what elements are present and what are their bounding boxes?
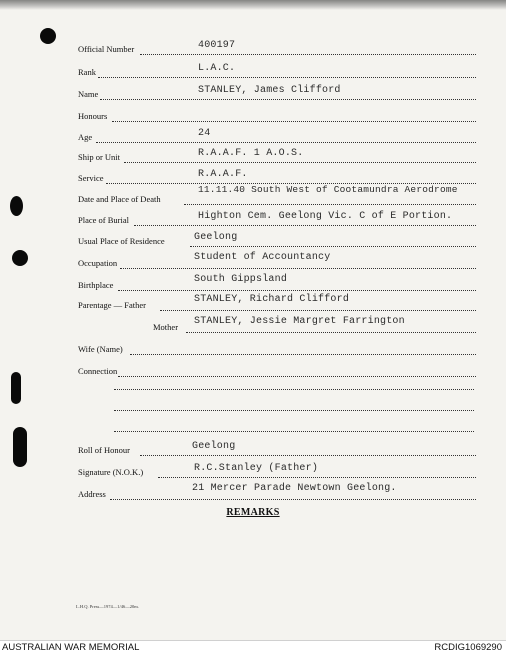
field-value: Highton Cem. Geelong Vic. C of E Portion. xyxy=(198,211,453,222)
field-value: STANLEY, James Clifford xyxy=(198,85,341,96)
scan-edge xyxy=(0,0,506,10)
remarks-heading: REMARKS xyxy=(226,507,280,518)
field-label: Name xyxy=(78,89,99,99)
field-label: Ship or Unit xyxy=(78,152,121,162)
field-roll-of-honour xyxy=(0,441,506,461)
field-label: Birthplace xyxy=(78,280,114,290)
field-value: 11.11.40 South West of Cootamundra Aerodrome xyxy=(198,184,458,195)
field-label: Occupation xyxy=(78,258,118,268)
field-line xyxy=(184,204,476,205)
field-value: Student of Accountancy xyxy=(194,252,331,263)
field-label: Honours xyxy=(78,111,108,121)
printer-imprint: L.H.Q. Press—1974—1/46—20m. xyxy=(76,604,139,609)
field-line xyxy=(112,121,476,122)
field-value: R.C.Stanley (Father) xyxy=(194,463,319,474)
field-value: 400197 xyxy=(198,40,236,51)
field-label: Age xyxy=(78,132,93,142)
field-connection xyxy=(0,362,506,382)
field-label: Mother xyxy=(153,322,179,332)
connection-line xyxy=(114,410,474,411)
field-line xyxy=(158,477,476,478)
field-mother xyxy=(0,318,506,338)
field-line xyxy=(100,99,476,100)
field-label: Address xyxy=(78,489,106,499)
field-line xyxy=(98,77,476,78)
field-line xyxy=(118,290,476,291)
field-line xyxy=(118,376,476,377)
field-signature xyxy=(0,463,506,483)
field-date-place-death xyxy=(0,184,506,210)
field-label: Signature (N.O.K.) xyxy=(78,467,144,477)
field-value: South Gippsland xyxy=(194,274,288,285)
field-ship-or-unit xyxy=(0,148,506,168)
field-line xyxy=(186,332,476,333)
archive-footer xyxy=(0,640,506,655)
field-label: Roll of Honour xyxy=(78,445,130,455)
field-label: Rank xyxy=(78,67,96,77)
field-label: Wife (Name) xyxy=(78,344,123,354)
field-father xyxy=(0,296,506,316)
field-usual-residence xyxy=(0,232,506,252)
field-official-number xyxy=(0,40,506,60)
field-label: Date and Place of Death xyxy=(78,194,161,204)
field-line xyxy=(140,54,476,55)
field-line xyxy=(130,354,476,355)
field-label: Service xyxy=(78,173,104,183)
field-value: Geelong xyxy=(192,441,236,452)
field-honours xyxy=(0,107,506,127)
field-label: Parentage — Father xyxy=(78,300,146,310)
field-line xyxy=(140,455,476,456)
field-label: Place of Burial xyxy=(78,215,129,225)
field-line xyxy=(96,142,476,143)
field-line xyxy=(190,246,476,247)
field-age xyxy=(0,128,506,148)
field-label: Connection xyxy=(78,366,118,376)
field-line xyxy=(134,225,476,226)
field-value: Geelong xyxy=(194,232,238,243)
field-value: STANLEY, Richard Clifford xyxy=(194,294,350,305)
field-value: STANLEY, Jessie Margret Farrington xyxy=(194,316,405,327)
connection-line xyxy=(114,389,474,390)
field-wife xyxy=(0,340,506,360)
field-line xyxy=(124,162,476,163)
field-occupation xyxy=(0,254,506,274)
field-line xyxy=(160,310,476,311)
footer-institution: AUSTRALIAN WAR MEMORIAL xyxy=(2,642,140,653)
field-birthplace xyxy=(0,276,506,296)
footer-record-id: RCDIG1069290 xyxy=(434,642,502,653)
field-value: L.A.C. xyxy=(198,63,236,74)
field-value: 24 xyxy=(198,128,211,139)
field-value: R.A.A.F. 1 A.O.S. xyxy=(198,148,304,159)
field-label: Official Number xyxy=(78,44,135,54)
field-rank xyxy=(0,63,506,83)
connection-line xyxy=(114,431,474,432)
field-line xyxy=(110,499,476,500)
field-name xyxy=(0,85,506,105)
field-value: R.A.A.F. xyxy=(198,169,248,180)
field-value: 21 Mercer Parade Newtown Geelong. xyxy=(192,483,397,494)
field-line xyxy=(120,268,476,269)
field-place-of-burial xyxy=(0,211,506,231)
field-label: Usual Place of Residence xyxy=(78,236,165,246)
field-address xyxy=(0,485,506,505)
